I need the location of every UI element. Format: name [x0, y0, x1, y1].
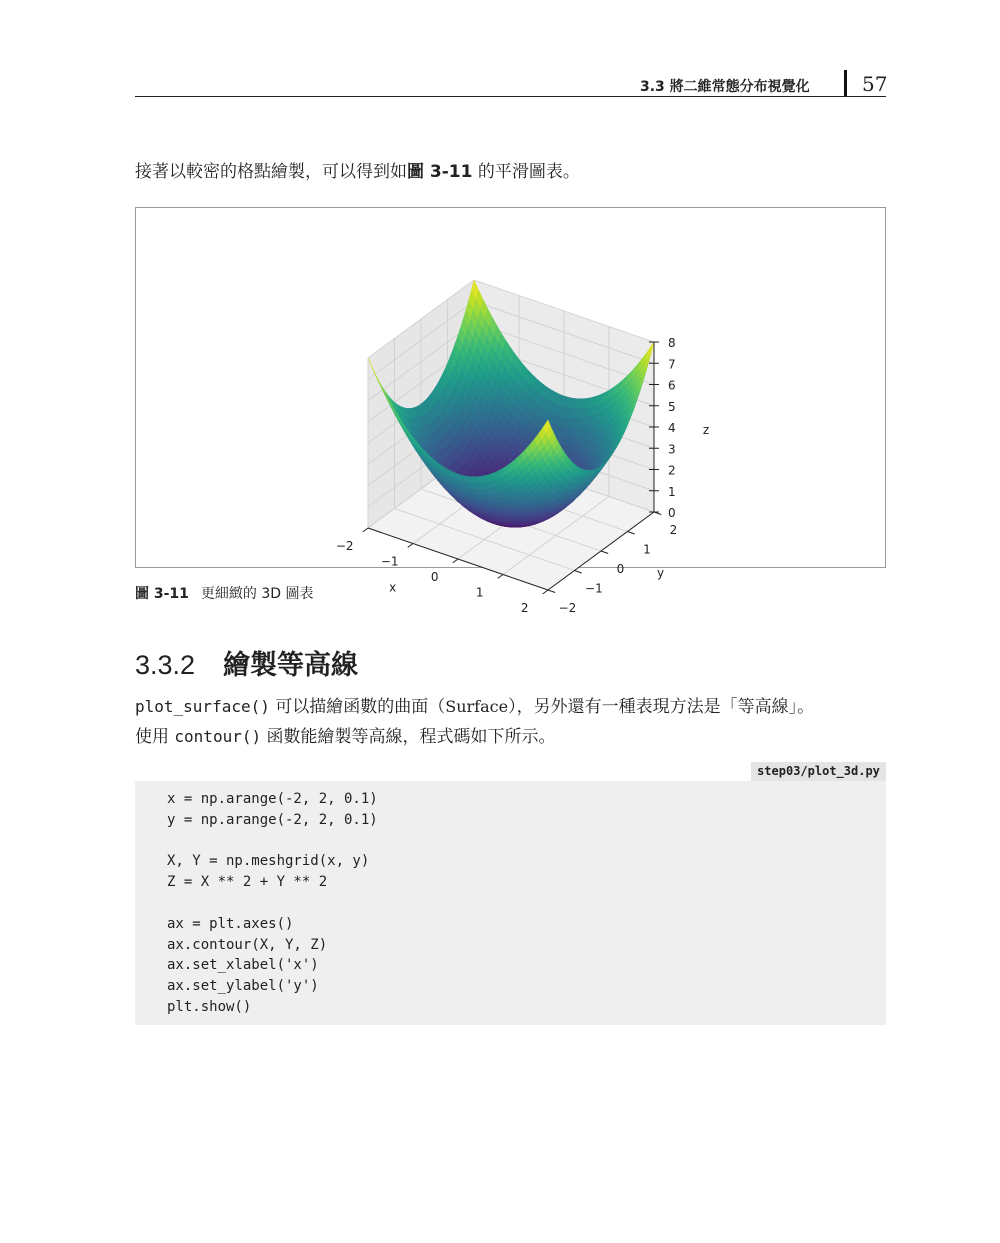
figure-caption	[135, 583, 314, 603]
code-line: ax.set_ylabel('y')	[167, 978, 319, 995]
z-axis-label: z	[702, 422, 710, 437]
code-lines	[167, 789, 378, 1018]
x-tick-label: 2	[520, 601, 529, 616]
inline-code-plot-surface: plot_surface()	[135, 697, 270, 716]
section-title: 繪製等高線	[223, 650, 359, 681]
running-header-title: 3.3 將二維常態分布視覺化	[640, 79, 810, 95]
y-tick-label: −2	[558, 601, 577, 616]
p2-text-a: 使用	[135, 727, 175, 747]
figure-caption-label: 圖 3-11	[135, 586, 189, 602]
z-tick-label: 1	[668, 484, 676, 499]
z-tick-label: 2	[668, 463, 676, 478]
code-line: x = np.arange(-2, 2, 0.1)	[167, 791, 378, 807]
x-tick-mark	[498, 575, 503, 579]
p1-text-b: ），另外還有一種表現方法是「等高線」。	[508, 697, 815, 717]
intro-text-after: 的平滑圖表。	[472, 162, 580, 182]
x-tick-label: −1	[380, 554, 399, 569]
code-block	[135, 781, 886, 1025]
intro-text-before: 接著以較密的格點繪製，可以得到如	[135, 162, 407, 182]
z-tick-label: 8	[668, 336, 676, 350]
code-line: ax.set_xlabel('x')	[167, 957, 319, 974]
term-surface: Surface	[445, 697, 509, 716]
figure-reference: 圖 3-11	[407, 162, 473, 182]
y-tick-mark	[575, 571, 582, 573]
code-line: ax = plt.axes()	[167, 915, 294, 932]
figure-caption-text: 更細緻的 3D 圖表	[200, 586, 314, 602]
y-tick-label: 2	[669, 523, 678, 538]
y-tick-label: 0	[616, 562, 625, 577]
y-tick-mark	[601, 551, 608, 553]
section-heading	[135, 643, 358, 682]
inline-code-contour: contour()	[174, 727, 262, 746]
p1-text-a: 可以描繪函數的曲面（	[269, 697, 446, 717]
x-axis-label: x	[389, 580, 397, 595]
code-line: Z = X ** 2 + Y ** 2	[167, 874, 328, 891]
y-tick-label: −1	[585, 581, 603, 596]
z-tick-label: 7	[668, 357, 676, 372]
code-line: y = np.arange(-2, 2, 0.1)	[167, 811, 378, 828]
p2-text-b: 函數能繪製等高線，程式碼如下所示。	[261, 727, 556, 747]
x-tick-mark	[363, 528, 368, 532]
page-number: 57	[862, 72, 888, 96]
x-tick-mark	[543, 590, 548, 594]
body-paragraph-2	[135, 722, 556, 752]
y-tick-mark	[548, 590, 555, 592]
y-tick-mark	[628, 532, 635, 534]
y-axis-label: y	[656, 566, 665, 581]
code-line: plt.show()	[167, 998, 252, 1015]
code-line: X, Y = np.meshgrid(x, y)	[167, 853, 370, 870]
y-tick-label: 1	[643, 542, 651, 557]
code-line: ax.contour(X, Y, Z)	[167, 936, 328, 953]
code-line	[167, 831, 378, 852]
section-number: 3.3.2	[135, 650, 196, 680]
x-tick-label: 0	[430, 570, 439, 585]
x-tick-label: 1	[475, 585, 484, 600]
intro-paragraph	[135, 157, 580, 187]
z-tick-label: 6	[668, 378, 676, 393]
x-tick-mark	[453, 559, 458, 563]
z-tick-label: 3	[668, 442, 676, 457]
z-tick-label: 0	[668, 506, 676, 520]
x-tick-label: −2	[335, 539, 354, 554]
x-tick-mark	[408, 544, 413, 548]
header-rule	[135, 96, 886, 97]
z-tick-label: 4	[668, 421, 676, 435]
body-paragraph-1	[135, 692, 814, 722]
code-filename-tab: step03/plot_3d.py	[751, 762, 886, 781]
z-tick-label: 5	[668, 399, 676, 414]
header-divider-bar	[844, 70, 847, 96]
code-line	[167, 893, 378, 914]
